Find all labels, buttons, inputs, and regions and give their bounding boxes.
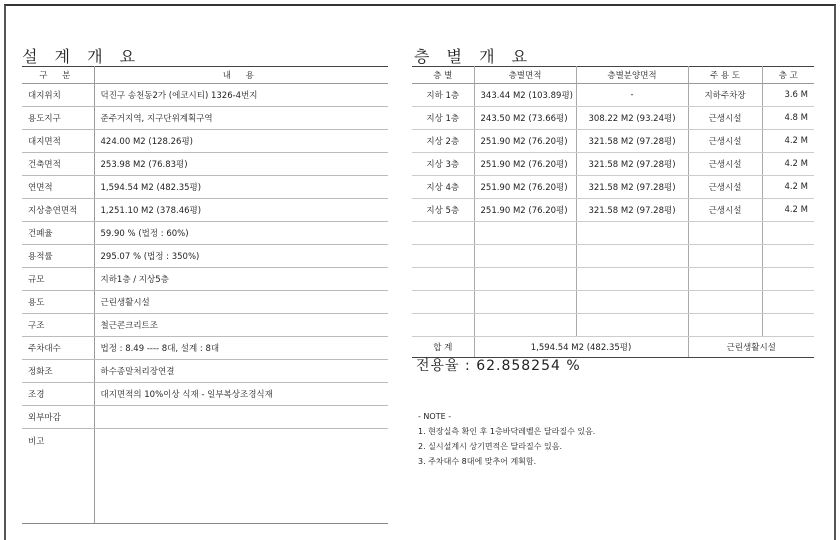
empty-cell [576,314,688,337]
note-item: 2. 실시설계시 상기면적은 달라질수 있음. [418,442,562,451]
empty-row [412,245,814,268]
empty-cell [412,245,474,268]
cell-floor: 지상 4층 [412,176,474,199]
cell-area: 343.44 M2 (103.89평) [474,84,576,107]
table-row [412,107,814,130]
cell-use: 근생시설 [688,199,762,222]
empty-cell [474,268,576,291]
cell-area: 243.50 M2 (73.66평) [474,107,576,130]
note-heading: - NOTE - [418,412,452,421]
row-value: 253.98 M2 (76.83평) [94,153,388,176]
empty-cell [412,222,474,245]
empty-cell [762,314,814,337]
header-area: 층별면적 [474,67,576,84]
empty-cell [576,291,688,314]
table-row [22,130,388,153]
table-row [22,222,388,245]
empty-cell [688,245,762,268]
empty-cell [576,222,688,245]
empty-cell [688,291,762,314]
design-overview-table [22,66,388,524]
exclusive-ratio: 전용율 : 62.858254 % [416,358,581,374]
header-sale-area: 층별분양면적 [576,67,688,84]
row-value: 1,251.10 M2 (378.46평) [94,199,388,222]
table-row [412,199,814,222]
table-row [22,84,388,107]
table-row [22,153,388,176]
table-row [22,429,388,524]
row-value: 철근콘크리트조 [94,314,388,337]
cell-area: 251.90 M2 (76.20평) [474,130,576,153]
table-row [412,130,814,153]
note-block [418,409,595,469]
table-row [412,84,814,107]
row-value: 하수종말처리장연결 [94,360,388,383]
table-row [22,291,388,314]
cell-sale: 321.58 M2 (97.28평) [576,130,688,153]
row-value [94,406,388,429]
floor-overview-table [412,66,814,358]
row-label: 주차대수 [22,337,94,360]
cell-sale: - [576,84,688,107]
cell-floor: 지상 2층 [412,130,474,153]
row-label: 대지면적 [22,130,94,153]
row-label: 비고 [22,429,94,524]
row-label: 용적률 [22,245,94,268]
empty-row [412,268,814,291]
empty-cell [474,245,576,268]
row-label: 대지위치 [22,84,94,107]
total-use: 근린생활시설 [688,337,814,358]
empty-cell [412,314,474,337]
row-value: 424.00 M2 (128.26평) [94,130,388,153]
table-row [22,245,388,268]
empty-cell [762,291,814,314]
table-row [22,314,388,337]
empty-cell [412,291,474,314]
row-label: 건축면적 [22,153,94,176]
total-label: 합 계 [412,337,474,358]
empty-row [412,222,814,245]
empty-cell [688,268,762,291]
row-value: 대지면적의 10%이상 식재 - 일부복상조경식재 [94,383,388,406]
cell-area: 251.90 M2 (76.20평) [474,199,576,222]
table-row [412,176,814,199]
row-value: 1,594.54 M2 (482.35평) [94,176,388,199]
table-row [22,107,388,130]
empty-row [412,314,814,337]
cell-height: 4.2 M [762,176,814,199]
header-use: 주 용 도 [688,67,762,84]
row-value: 지하1층 / 지상5층 [94,268,388,291]
cell-height: 4.2 M [762,130,814,153]
table-row [22,176,388,199]
row-value: 59.90 % (법정 : 60%) [94,222,388,245]
row-label: 용도지구 [22,107,94,130]
cell-height: 4.2 M [762,199,814,222]
table-row [22,268,388,291]
cell-use: 근생시설 [688,153,762,176]
table-header-row [412,67,814,84]
cell-floor: 지상 5층 [412,199,474,222]
table-row [22,406,388,429]
cell-sale: 308.22 M2 (93.24평) [576,107,688,130]
empty-cell [688,314,762,337]
row-value: 근린생활시설 [94,291,388,314]
row-value [94,429,388,524]
row-label: 지상층연면적 [22,199,94,222]
header-floor: 층 별 [412,67,474,84]
empty-cell [412,268,474,291]
cell-area: 251.90 M2 (76.20평) [474,176,576,199]
cell-sale: 321.58 M2 (97.28평) [576,176,688,199]
cell-height: 4.8 M [762,107,814,130]
cell-area: 251.90 M2 (76.20평) [474,153,576,176]
table-row [22,360,388,383]
header-category: 구 분 [22,67,94,84]
cell-floor: 지하 1층 [412,84,474,107]
cell-use: 근생시설 [688,130,762,153]
empty-row [412,291,814,314]
row-label: 연면적 [22,176,94,199]
note-item: 3. 주차대수 8대에 맞추어 계획함. [418,457,537,466]
cell-use: 근생시설 [688,176,762,199]
row-label: 조경 [22,383,94,406]
table-row [22,337,388,360]
table-row [22,199,388,222]
row-label: 구조 [22,314,94,337]
row-label: 외부마감 [22,406,94,429]
empty-cell [474,314,576,337]
row-label: 정화조 [22,360,94,383]
empty-cell [762,222,814,245]
header-content: 내 용 [94,67,388,84]
floor-overview-title: 층 별 개 요 [414,47,534,66]
header-height: 층 고 [762,67,814,84]
cell-floor: 지상 3층 [412,153,474,176]
table-row [412,153,814,176]
cell-sale: 321.58 M2 (97.28평) [576,199,688,222]
empty-cell [576,268,688,291]
row-value: 법정 : 8.49 ---- 8대, 설계 : 8대 [94,337,388,360]
row-label: 용도 [22,291,94,314]
table-header-row [22,67,388,84]
note-item: 1. 현장실측 확인 후 1층바닥레벨은 달라질수 있음. [418,427,596,436]
row-label: 건폐율 [22,222,94,245]
row-value: 준주거지역, 지구단위계획구역 [94,107,388,130]
empty-cell [576,245,688,268]
row-value: 295.07 % (법정 : 350%) [94,245,388,268]
cell-floor: 지상 1층 [412,107,474,130]
cell-height: 4.2 M [762,153,814,176]
cell-height: 3.6 M [762,84,814,107]
row-label: 규모 [22,268,94,291]
empty-cell [762,245,814,268]
empty-cell [762,268,814,291]
cell-use: 근생시설 [688,107,762,130]
empty-cell [474,291,576,314]
row-value: 덕진구 송천동2가 (에코시티) 1326-4번지 [94,84,388,107]
design-overview-title: 설 계 개 요 [22,47,142,66]
total-area: 1,594.54 M2 (482.35평) [474,337,688,358]
cell-use: 지하주차장 [688,84,762,107]
empty-cell [474,222,576,245]
cell-sale: 321.58 M2 (97.28평) [576,153,688,176]
empty-cell [688,222,762,245]
table-row [22,383,388,406]
